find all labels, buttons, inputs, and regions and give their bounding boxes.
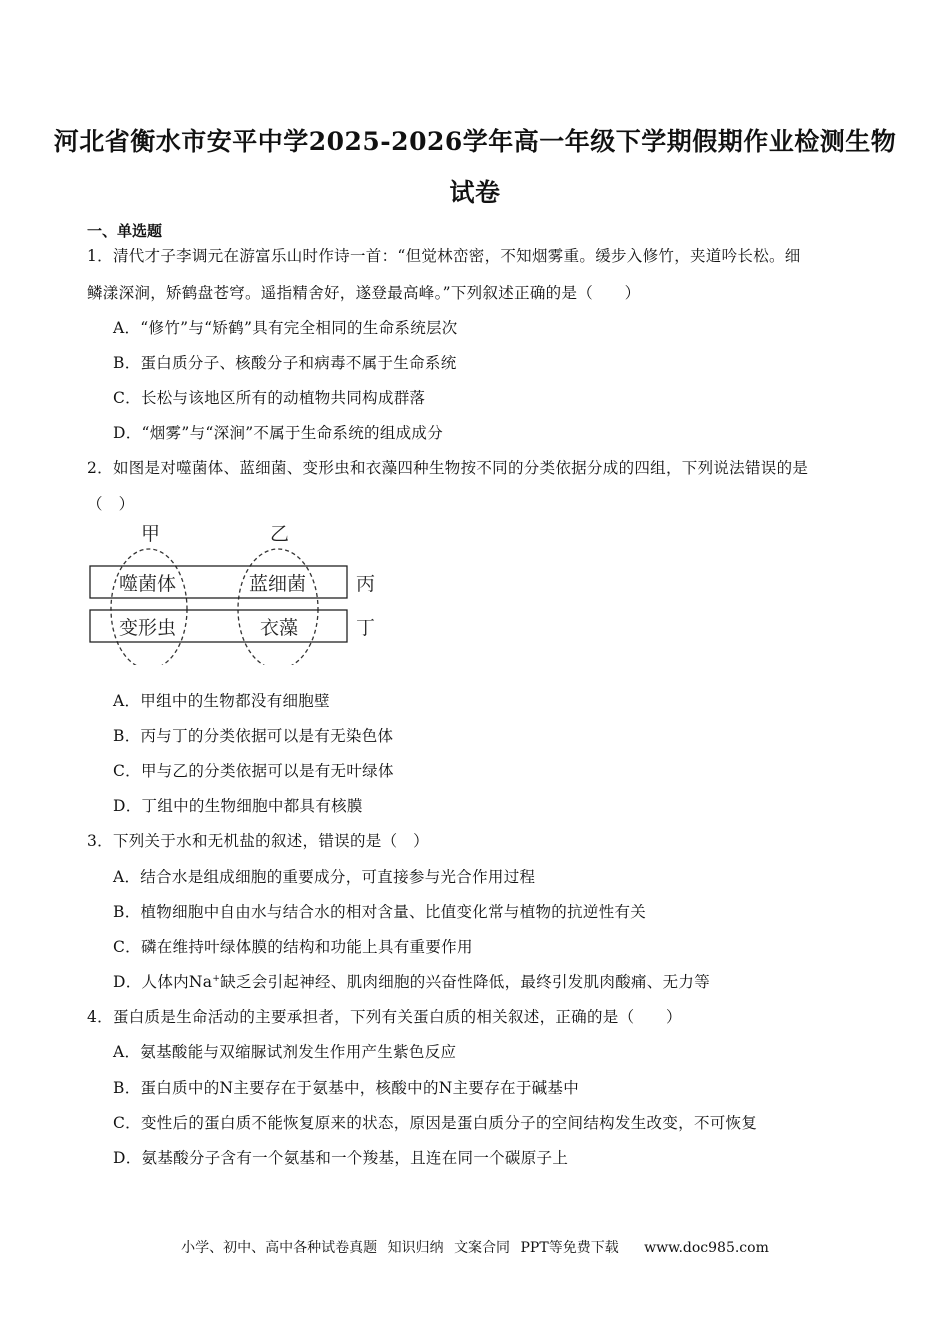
question-3-option-c: C．磷在维持叶绿体膜的结构和功能上具有重要作用	[113, 938, 473, 956]
classification-diagram	[88, 520, 388, 665]
sodium-ion-charge: +	[212, 973, 221, 984]
document-title-line2: 试卷	[449, 178, 501, 207]
question-3-text: 3．下列关于水和无机盐的叙述，错误的是（ ）	[87, 832, 429, 850]
question-2-option-b: B．丙与丁的分类依据可以是有无染色体	[113, 727, 394, 745]
group-bing-label: 丙	[356, 573, 376, 595]
footer-text-2: 知识归纳	[387, 1240, 444, 1256]
footer-text-1: 小学、初中、高中各种试卷真题	[181, 1240, 378, 1256]
question-2-option-a: A．甲组中的生物都没有细胞壁	[113, 692, 330, 710]
question-2-text-line1: 2．如图是对噬菌体、蓝细菌、变形虫和衣藻四种生物按不同的分类依据分成的四组，下列说法错误的是	[87, 459, 809, 477]
question-4-option-a: A．氨基酸能与双缩脲试剂发生作用产生紫色反应	[113, 1043, 457, 1061]
question-2-option-d: D．丁组中的生物细胞中都具有核膜	[113, 797, 363, 815]
section-heading: 一、单选题	[87, 222, 163, 240]
organism-amoeba: 变形虫	[119, 617, 177, 639]
page-footer	[0, 1237, 950, 1257]
footer-text-4: PPT等免费下载	[520, 1240, 619, 1256]
question-3-option-b: B．植物细胞中自由水与结合水的相对含量、比值变化常与植物的抗逆性有关	[113, 903, 647, 921]
question-4-option-c: C．变性后的蛋白质不能恢复原来的状态，原因是蛋白质分子的空间结构发生改变，不可恢复	[113, 1114, 758, 1132]
question-2-option-c: C．甲与乙的分类依据可以是有无叶绿体	[113, 762, 394, 780]
group-ding-label: 丁	[356, 617, 376, 639]
question-1-option-d: D．“烟雾”与“深涧”不属于生命系统的组成成分	[113, 424, 444, 442]
group-jia-label: 甲	[141, 523, 161, 545]
organism-chlamydomonas: 衣藻	[260, 617, 299, 639]
question-1-text-line1: 1．清代才子李调元在游富乐山时作诗一首：“但觉林峦密，不知烟雾重。缓步入修竹，夹道吟长松。细	[87, 247, 801, 265]
group-yi-label: 乙	[270, 523, 290, 545]
question-3-option-d-prefix: D．人体内Na	[113, 973, 213, 991]
question-1-option-b: B．蛋白质分子、核酸分子和病毒不属于生命系统	[113, 354, 457, 372]
question-2-text-line2: （ ）	[87, 495, 135, 513]
question-3-option-a: A．结合水是组成细胞的重要成分，可直接参与光合作用过程	[113, 868, 536, 886]
question-3-option-d-suffix: 缺乏会引起神经、肌肉细胞的兴奋性降低，最终引发肌肉酸痛、无力等	[220, 973, 710, 991]
organism-cyanobacteria: 蓝细菌	[249, 573, 307, 595]
organism-phage: 噬菌体	[119, 573, 177, 595]
footer-website: www.doc985.com	[644, 1240, 769, 1256]
question-4-option-d: D．氨基酸分子含有一个氨基和一个羧基，且连在同一个碳原子上	[113, 1149, 569, 1167]
question-1-text-line2: 鳞漾深涧，矫鹤盘苍穹。遥指精舍好，遂登最高峰。”下列叙述正确的是（ ）	[87, 284, 641, 302]
question-3-option-d	[113, 970, 710, 992]
document-title-line1: 河北省衡水市安平中学2025-2026学年高一年级下学期假期作业检测生物	[53, 127, 897, 156]
question-4-option-b: B．蛋白质中的N主要存在于氨基中，核酸中的N主要存在于碱基中	[113, 1079, 580, 1097]
question-1-option-a: A．“修竹”与“矫鹤”具有完全相同的生命系统层次	[113, 319, 458, 337]
question-1-option-c: C．长松与该地区所有的动植物共同构成群落	[113, 389, 426, 407]
question-4-text: 4．蛋白质是生命活动的主要承担者，下列有关蛋白质的相关叙述，正确的是（ ）	[87, 1008, 682, 1026]
footer-text-3: 文案合同	[454, 1240, 511, 1256]
